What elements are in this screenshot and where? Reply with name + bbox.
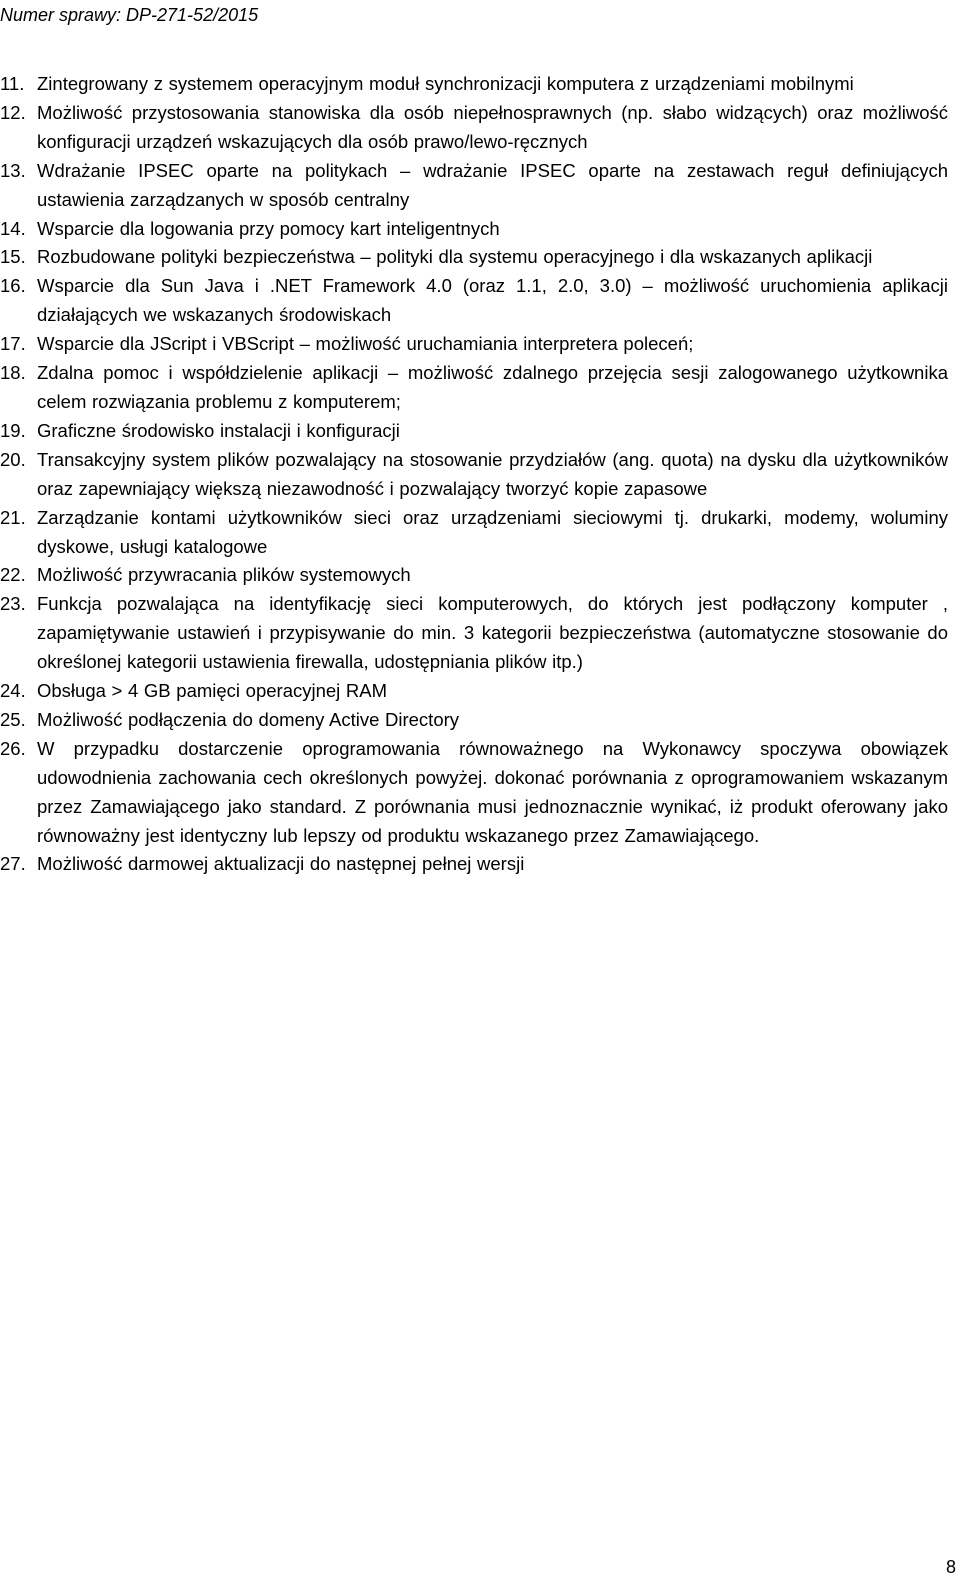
- list-item: [0, 561, 948, 590]
- list-item: [0, 215, 948, 244]
- list-item: [0, 417, 948, 446]
- item-number: 11.: [0, 73, 25, 94]
- list-item: [0, 850, 948, 879]
- list-item: [0, 243, 948, 272]
- item-number: 13.: [0, 159, 26, 181]
- item-text: Graficzne środowisko instalacji i konfiguracji: [37, 419, 400, 441]
- item-text: Zarządzanie kontami użytkowników sieci oraz urządzeniami sieciowymi tj. drukarki, modemy, woluminy dyskowe, usługi katalogowe: [37, 506, 948, 557]
- item-number: 14.: [0, 217, 26, 239]
- item-number: 21.: [0, 506, 26, 528]
- item-number: 17.: [0, 333, 26, 355]
- page-header-case-number: Numer sprawy: DP-271-52/2015: [0, 5, 259, 25]
- item-text: Możliwość podłączenia do domeny Active Directory: [37, 708, 460, 730]
- item-number: 19.: [0, 419, 26, 441]
- item-text: Transakcyjny system plików pozwalający na stosowanie przydziałów (ang. quota) na dysku dla użytkowników oraz zapewniający większą niezawodność i pozwalający tworzyć kopie zapasowe: [37, 448, 948, 499]
- item-number: 23.: [0, 593, 26, 615]
- item-text: Wdrażanie IPSEC oparte na politykach – wdrażanie IPSEC oparte na zestawach reguł definiujących ustawienia zarządzanych w sposób centralny: [37, 159, 948, 210]
- item-number: 16.: [0, 275, 26, 297]
- item-number: 12.: [0, 101, 26, 123]
- list-item: [0, 504, 948, 562]
- item-text: Rozbudowane polityki bezpieczeństwa – polityki dla systemu operacyjnego i dla wskazanych aplikacji: [37, 246, 873, 268]
- page-number: 8: [945, 1557, 956, 1577]
- item-text: Obsługa > 4 GB pamięci operacyjnej RAM: [37, 680, 388, 702]
- item-number: 22.: [0, 564, 26, 586]
- list-item: [0, 330, 948, 359]
- item-number: 25.: [0, 708, 26, 730]
- list-item: [0, 446, 948, 504]
- item-text: Wsparcie dla logowania przy pomocy kart inteligentnych: [37, 217, 500, 239]
- list-item: [0, 70, 948, 99]
- item-text: Wsparcie dla JScript i VBScript – możliwość uruchamiania interpretera poleceń;: [37, 333, 694, 355]
- item-text: Możliwość przystosowania stanowiska dla osób niepełnosprawnych (np. słabo widzących) oraz możliwość konfiguracji urządzeń wskazujących dla osób prawo/lewo-ręcznych: [37, 101, 948, 152]
- list-item: [0, 735, 948, 851]
- item-text: W przypadku dostarczenie oprogramowania równoważnego na Wykonawcy spoczywa obowiązek udowodnienia zachowania cech określonych powyżej. dokonać porównania z oprogramowaniem wskazanym przez Zamawiającego jako standard. Z porównania musi jednoznacznie wynikać, iż produkt oferowany jako równoważny jest identyczny lub lepszy od produktu wskazanego przez Zamawiającego.: [37, 737, 948, 846]
- item-number: 26.: [0, 737, 26, 759]
- item-text: Funkcja pozwalająca na identyfikację sieci komputerowych, do których jest podłączony komputer , zapamiętywanie ustawień i przypisywanie do min. 3 kategorii bezpieczeństwa (automatyczne stosowanie do określonej kategorii ustawienia firewalla, udostępniania plików itp.): [37, 593, 948, 673]
- item-number: 27.: [0, 853, 26, 875]
- item-number: 24.: [0, 680, 26, 702]
- list-item: [0, 359, 948, 417]
- item-text: Możliwość darmowej aktualizacji do następnej pełnej wersji: [37, 853, 525, 875]
- list-item: [0, 157, 948, 215]
- list-item: [0, 677, 948, 706]
- list-item: [0, 706, 948, 735]
- list-item: [0, 272, 948, 330]
- list-item: [0, 99, 948, 157]
- item-number: 18.: [0, 362, 26, 384]
- item-text: Wsparcie dla Sun Java i .NET Framework 4.0 (oraz 1.1, 2.0, 3.0) – możliwość uruchomienia aplikacji działających we wskazanych środowiskach: [37, 275, 948, 326]
- item-number: 15.: [0, 246, 26, 268]
- requirements-list: [0, 70, 948, 879]
- item-text: Zintegrowany z systemem operacyjnym moduł synchronizacji komputera z urządzeniami mobilnymi: [37, 73, 854, 94]
- item-number: 20.: [0, 448, 26, 470]
- item-text: Zdalna pomoc i współdzielenie aplikacji – możliwość zdalnego przejęcia sesji zalogowanego użytkownika celem rozwiązania problemu z komputerem;: [37, 362, 948, 412]
- list-item: [0, 590, 948, 677]
- item-text: Możliwość przywracania plików systemowych: [37, 564, 411, 586]
